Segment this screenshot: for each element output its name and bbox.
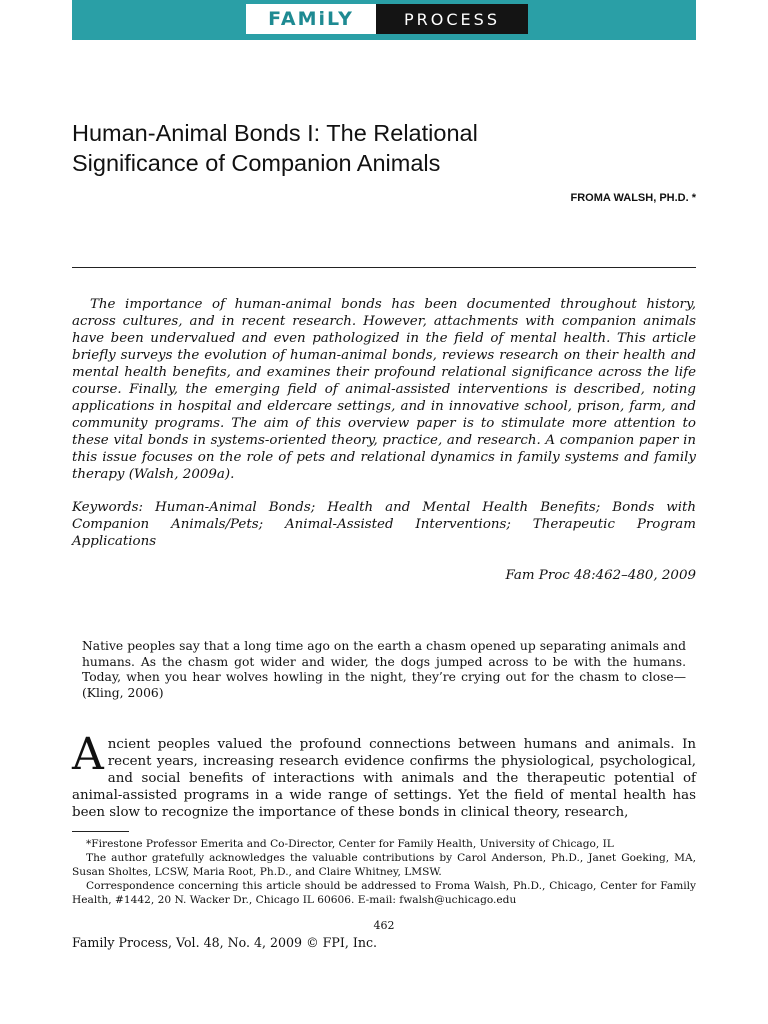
page-number: 462	[373, 919, 395, 932]
journal-footer: Family Process, Vol. 48, No. 4, 2009 © FPI, Inc.	[72, 935, 377, 950]
body-text	[72, 729, 696, 821]
title-divider	[72, 267, 696, 268]
footnote-correspondence: Correspondence concerning this article should be addressed to Froma Walsh, Ph.D., Chicago, Center for Family Health, #1442, 20 N. Wacker Dr., Chicago IL 60606. E-mail: fwalsh@uchicago.edu	[72, 880, 696, 906]
epigraph: Native peoples say that a long time ago on the earth a chasm opened up separating animals and humans. As the chasm got wider and wider, the dogs jumped across to be with the humans. Today, when you hear wolves howling in the night, they’re crying out for the chasm to close— (Kling, 2006)	[82, 639, 686, 700]
logo-process-text: PROCESS	[404, 9, 500, 29]
journal-header-banner	[72, 0, 696, 40]
article-title	[72, 118, 692, 178]
drop-cap: A	[72, 729, 104, 780]
author-name: FROMA WALSH, PH.D. *	[570, 192, 696, 204]
abstract: The importance of human-animal bonds has been documented throughout history, across cultures, and in recent research. However, attachments with companion animals have been undervalued and even pathologized in the field of mental health. This article briefly surveys the evolution of human-animal bonds, reviews research on their health and mental health benefits, and examines their profound relational significance across the life course. Finally, the emerging field of animal-assisted interventions is described, noting applications in hospital and eldercare settings, and in innovative school, prison, farm, and community programs. The aim of this overview paper is to stimulate more attention to these vital bonds in systems-oriented theory, practice, and research. A companion paper in this issue focuses on the role of pets and relational dynamics in family systems and family therapy (Walsh, 2009a).	[72, 297, 696, 482]
journal-logo	[246, 4, 528, 34]
title-line-2: Significance of Companion Animals	[72, 150, 441, 176]
title-line-1: Human-Animal Bonds I: The Relational	[72, 120, 478, 146]
footnote-affiliation: *Firestone Professor Emerita and Co-Director, Center for Family Health, University of Chicago, IL	[86, 838, 614, 850]
footnote-divider	[72, 831, 129, 832]
footnote-acknowledgment: The author gratefully acknowledges the valuable contributions by Carol Anderson, Ph.D., Janet Goeking, MA, Susan Sholtes, LCSW, Maria Root, Ph.D., and Claire Whitney, LMSW.	[72, 852, 696, 878]
keywords: Keywords: Human-Animal Bonds; Health and Mental Health Benefits; Bonds with Companion Animals/Pets; Animal-Assisted Interventions; Therapeutic Program Applications	[72, 500, 696, 549]
footnotes	[72, 837, 696, 907]
body-paragraph: ncient peoples valued the profound connections between humans and animals. In recent years, increasing research evidence confirms the physiological, psychological, and social benefits of interactions with animals and the therapeutic potential of animal-assisted programs in a wide range of settings. Yet the field of mental health has been slow to recognize the importance of these bonds in clinical theory, research,	[72, 737, 696, 820]
citation: Fam Proc 48:462–480, 2009	[505, 568, 696, 583]
logo-family-text: FAMiLY	[246, 4, 376, 34]
